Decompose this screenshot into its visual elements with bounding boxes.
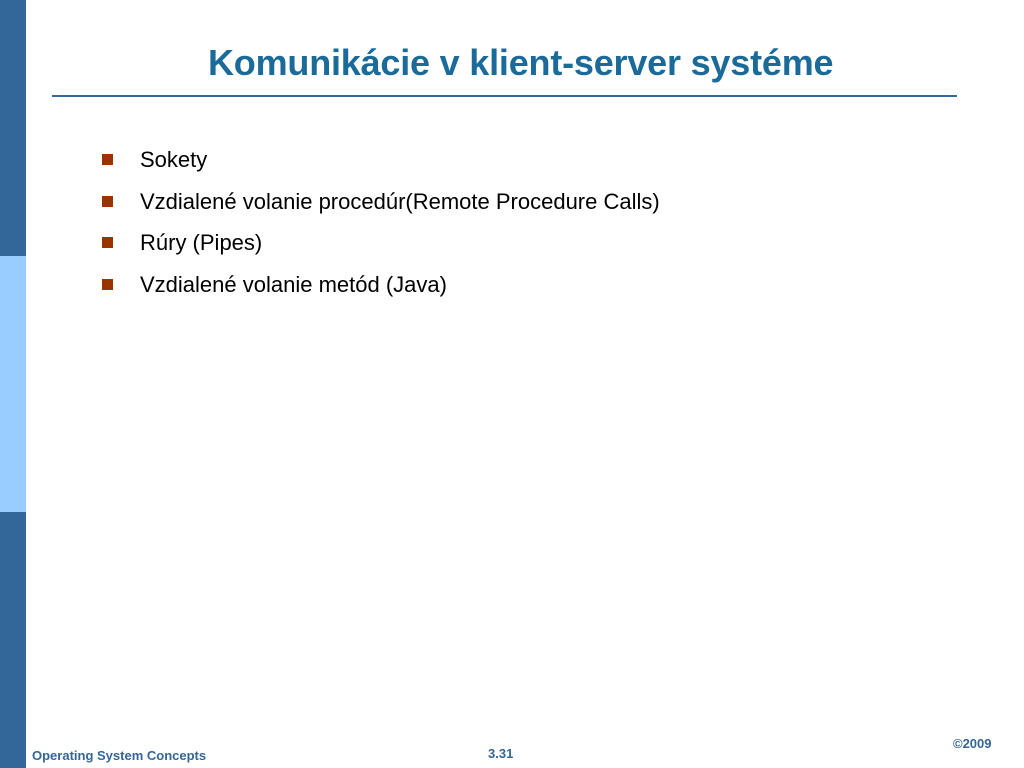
square-bullet-icon: [102, 237, 113, 248]
slide-title: Komunikácie v klient-server systéme: [208, 42, 834, 83]
bullet-text: Sokety: [140, 147, 208, 172]
bullet-item: [102, 228, 660, 270]
title-divider: [52, 95, 957, 97]
bullet-item: [102, 145, 660, 187]
bullet-text: Rúry (Pipes): [140, 230, 263, 255]
sidebar-light-segment: [0, 256, 26, 512]
footer-page-number: 3.31: [488, 746, 514, 761]
bullet-item: [102, 270, 660, 312]
square-bullet-icon: [102, 279, 113, 290]
bullet-text: Vzdialené volanie metód (Java): [140, 271, 447, 297]
footer-copyright: ©2009: [953, 736, 992, 751]
bullet-list: [102, 145, 660, 311]
square-bullet-icon: [102, 154, 113, 165]
left-sidebar-stripe: [0, 0, 26, 768]
footer-course-title: Operating System Concepts: [32, 748, 207, 763]
bullet-item: [102, 187, 660, 229]
square-bullet-icon: [102, 196, 113, 207]
bullet-text: Vzdialené volanie procedúr(Remote Procedure Calls): [140, 188, 660, 214]
